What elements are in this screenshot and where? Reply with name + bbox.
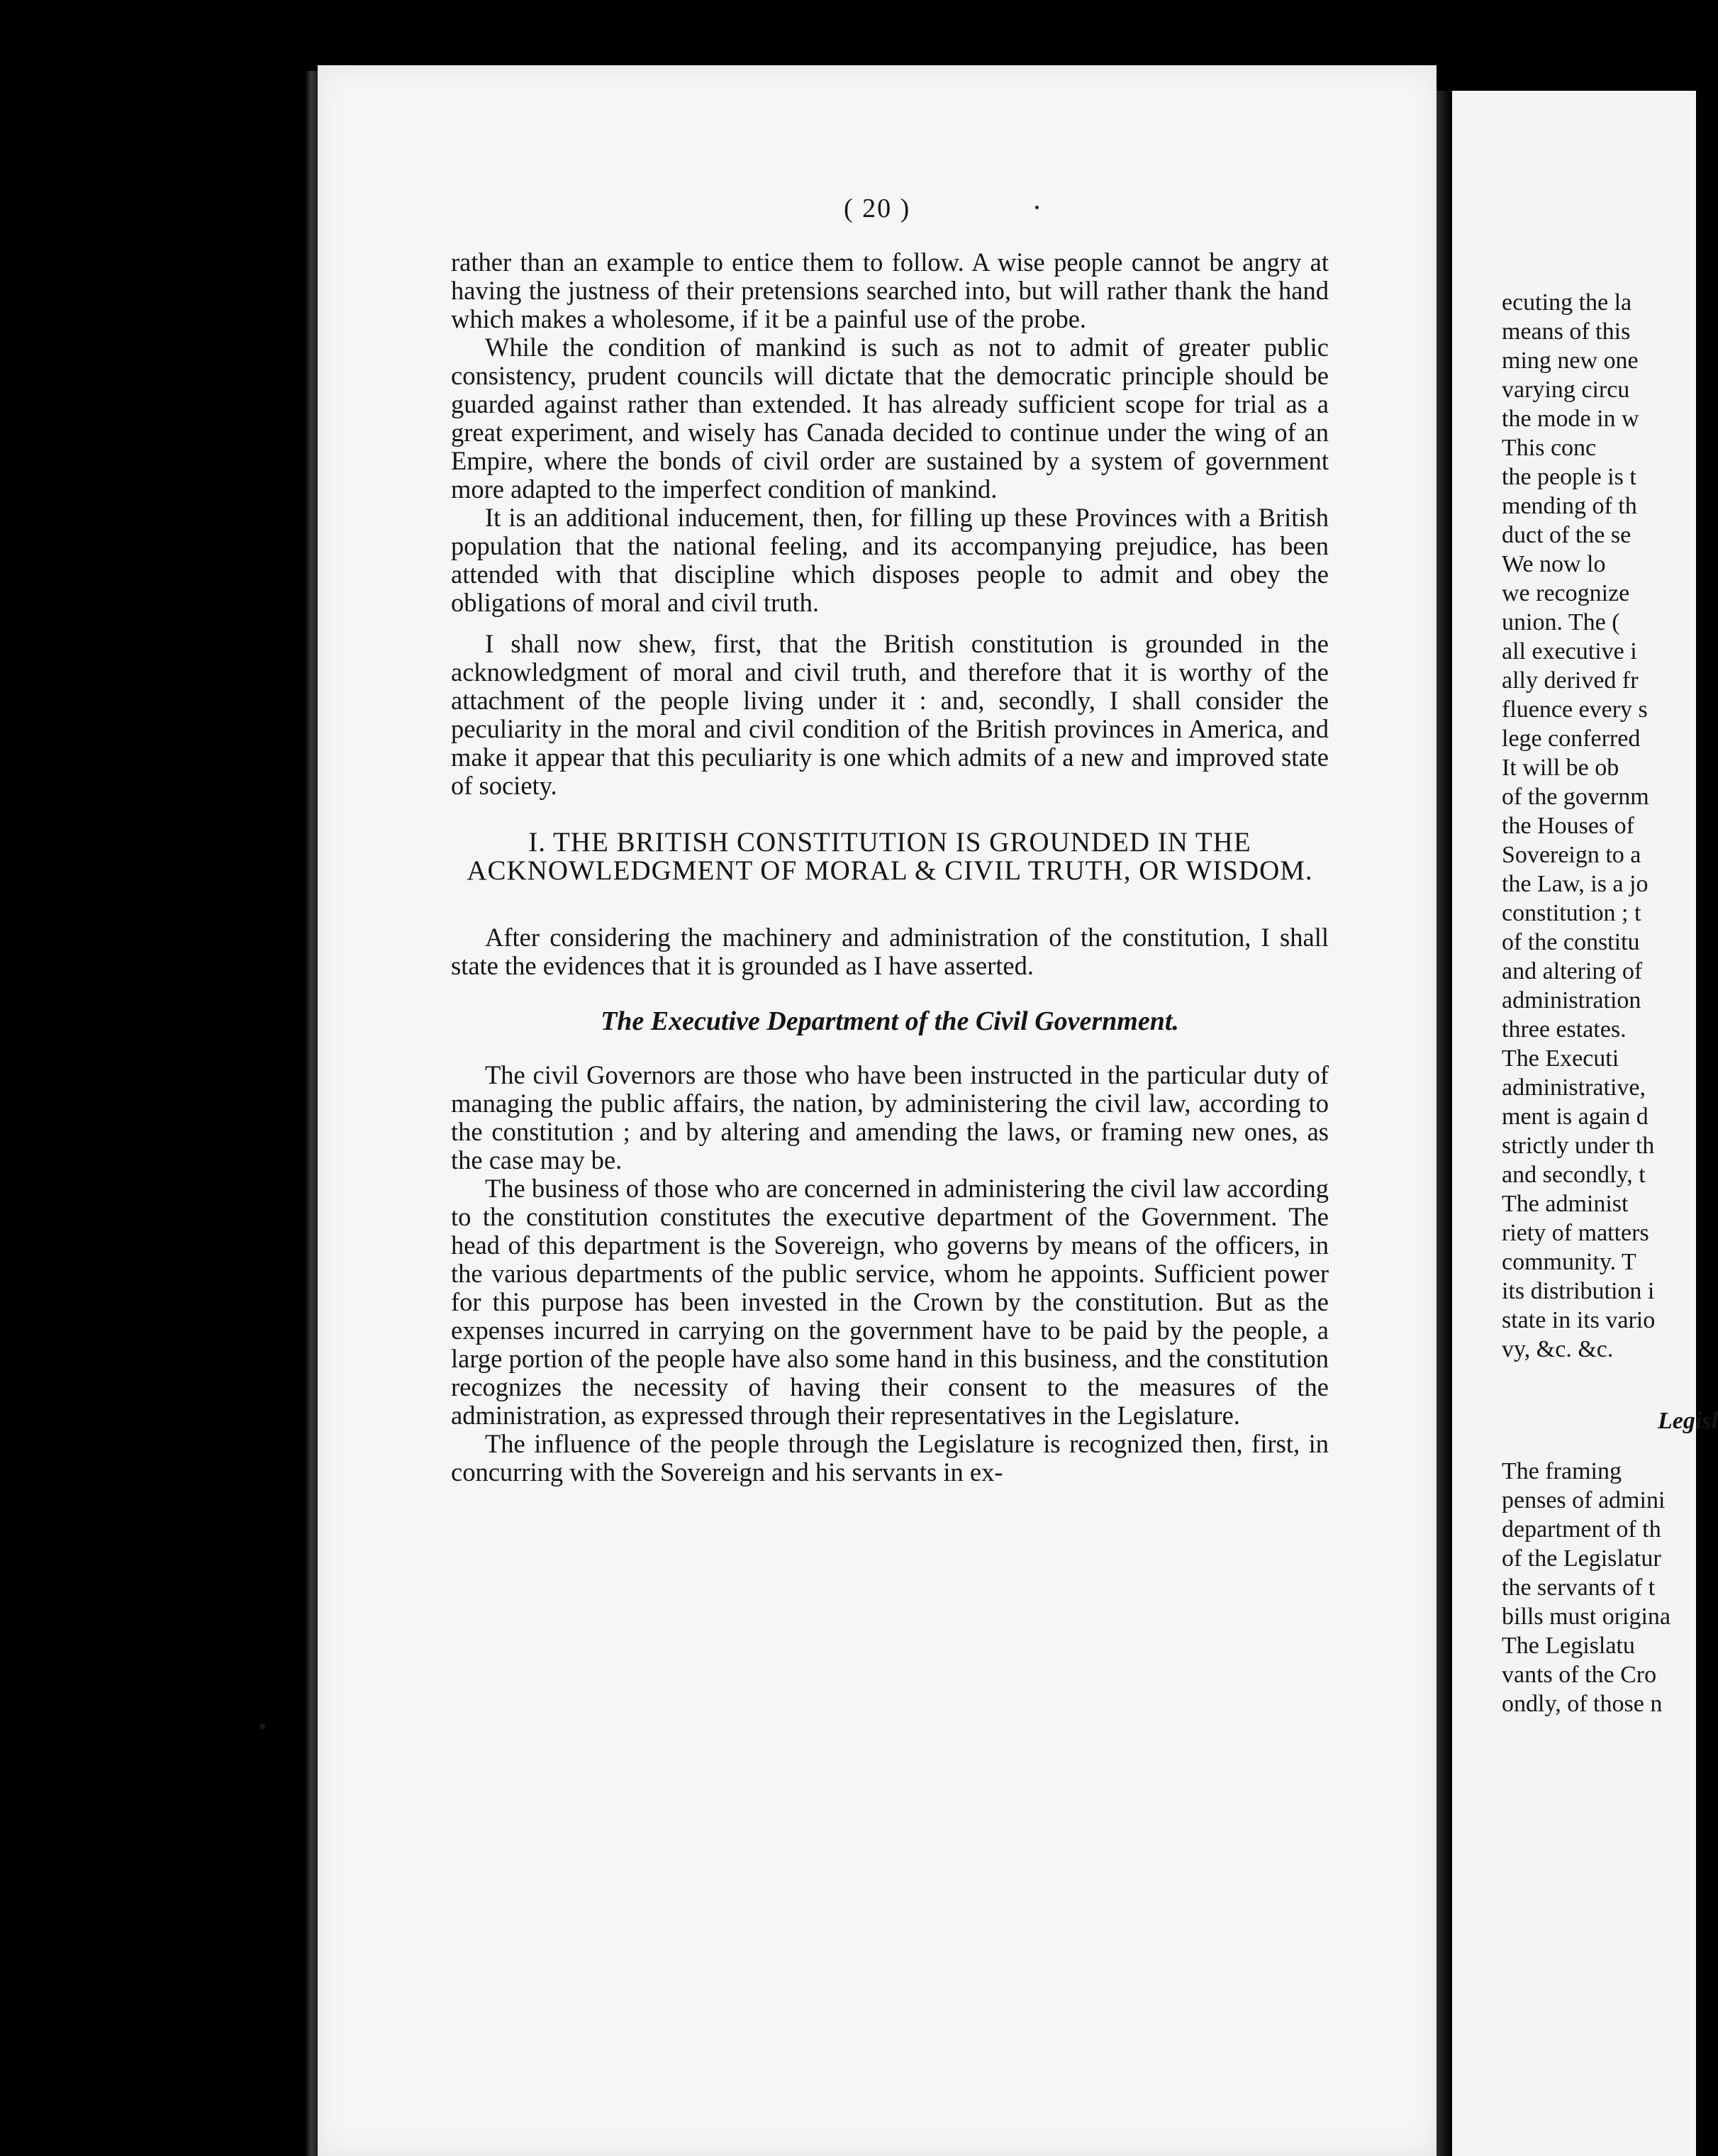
text-line: mending of th [1502,493,1637,519]
text-line: penses of admini [1502,1487,1666,1513]
text-line: The Legislatu [1502,1633,1635,1659]
text-line: lege conferred [1502,726,1641,752]
text-line: of the governm [1502,784,1649,810]
text-line: of the Legislatur [1502,1545,1661,1572]
text-line: the servants of t [1502,1574,1656,1601]
text-line: the mode in w [1502,406,1639,432]
scan-speck [260,1723,265,1729]
text-line: and altering of [1502,958,1643,984]
paragraph: I shall now shew, first, that the British constitution is grounded in the acknowledgment of moral and civil truth, and therefore that it is worthy of the attachment of the people living under it : and, secondly, I shall consider the peculiarity in the moral and civil condition of the British provinces in America, and make it appear that this peculiarity is one which admits of a new and improved state of society. [451,629,1329,800]
text-line: ally derived fr [1502,667,1639,694]
text-line: fluence every s [1502,696,1648,723]
paragraph: The business of those who are concerned in administering the civil law according to the constitution constitutes the executive department of the Government. The head of this department is the Sovereign, who governs by means of the officers, in the various departments of the public service, whom he appoints. Sufficient power for this purpose has been invested in the Crown by the constitution. But as the expenses incurred in carrying on the government have to be paid by the people, a large portion of the people have also some hand in this business, and the constitution recognizes the necessity of having their consent to the measures of the administration, as expressed through their representatives in the Legislature. [451,1174,1329,1430]
text-line: its distribution i [1502,1278,1655,1304]
text-line: means of this [1502,318,1631,345]
right-subheading: Legisl [1658,1408,1718,1434]
text-line: administration [1502,987,1641,1013]
text-line: state in its vario [1502,1307,1656,1333]
text-line: community. T [1502,1249,1636,1275]
scan-speck [1035,206,1039,209]
text-line: ment is again d [1502,1104,1649,1130]
paragraph: rather than an example to entice them to follow. A wise people cannot be angry at having the justness of their pretensions searched into, but will rather thank the hand which makes a wholesome, if it be a painful use of the probe. [451,248,1329,333]
text-line: administrative, [1502,1074,1646,1101]
paragraph: It is an additional inducement, then, for filling up these Provinces with a British population that the national feeling, and its accompanying prejudice, has been attended with that discipline which disposes people to admit and obey the obligations of moral and civil truth. [451,503,1329,617]
paragraph: While the condition of mankind is such as not to admit of greater public consistency, prudent councils will dictate that the democratic principle should be guarded against rather than extended. It has already sufficient scope for trial as a great experiment, and wisely has Canada decided to continue under the wing of an Empire, where the bonds of civil order are sustained by a system of government more adapted to the imperfect condition of mankind. [451,333,1329,504]
text-line: all executive i [1502,638,1637,665]
left-page-text [451,248,1329,1487]
text-line: vy, &c. &c. [1502,1336,1614,1362]
subheading: The Executive Department of the Civil Government. [601,1006,1179,1036]
page-number: ( 20 ) [844,194,911,223]
text-line: the Houses of [1502,813,1634,839]
text-line: riety of matters [1502,1220,1649,1246]
text-line: The administ [1502,1191,1629,1217]
text-line: strictly under th [1502,1133,1655,1159]
right-page [1452,91,1718,2156]
text-line: the people is t [1502,464,1636,490]
text-line: varying circu [1502,377,1630,403]
paragraph: The civil Governors are those who have been instructed in the particular duty of managing the public affairs, the nation, by administering the civil law, according to the constitution ; and by altering and amending the laws, or framing new ones, as the case may be. [451,1060,1329,1174]
text-line: vants of the Cro [1502,1662,1657,1688]
text-line: of the constitu [1502,929,1640,955]
text-line: ondly, of those n [1502,1691,1663,1717]
text-line: It will be ob [1502,755,1619,781]
paragraph: The influence of the people through the Legislature is recognized then, first, in concurring with the Sovereign and his servants in ex- [451,1429,1329,1487]
text-line: We now lo [1502,551,1606,577]
intro-paragraph: After considering the machinery and administration of the constitution, I shall state the evidences that it is grounded as I have asserted. [451,923,1329,980]
text-line: and secondly, t [1502,1162,1646,1188]
text-line: ming new one [1502,348,1639,374]
text-line: duct of the se [1502,522,1631,548]
text-line: department of th [1502,1516,1661,1543]
text-line: The Executi [1502,1045,1619,1072]
text-line: constitution ; t [1502,900,1641,926]
text-line: This conc [1502,435,1597,461]
text-line: The framing [1502,1458,1622,1484]
text-line: bills must origina [1502,1604,1670,1630]
page-edge-shadow [1437,91,1452,2156]
right-page-text [1502,288,1718,1718]
section-heading: I. THE BRITISH CONSTITUTION IS GROUNDED IN THE ACKNOWLEDGMENT OF MORAL & CIVIL TRUTH, OR WISDOM. [467,827,1313,886]
text-line: ecuting the la [1502,289,1632,316]
text-line: three estates. [1502,1016,1627,1043]
text-line: Sovereign to a [1502,842,1641,868]
text-line: we recognize [1502,580,1630,606]
text-line: union. The ( [1502,609,1620,635]
text-line: the Law, is a jo [1502,871,1649,897]
